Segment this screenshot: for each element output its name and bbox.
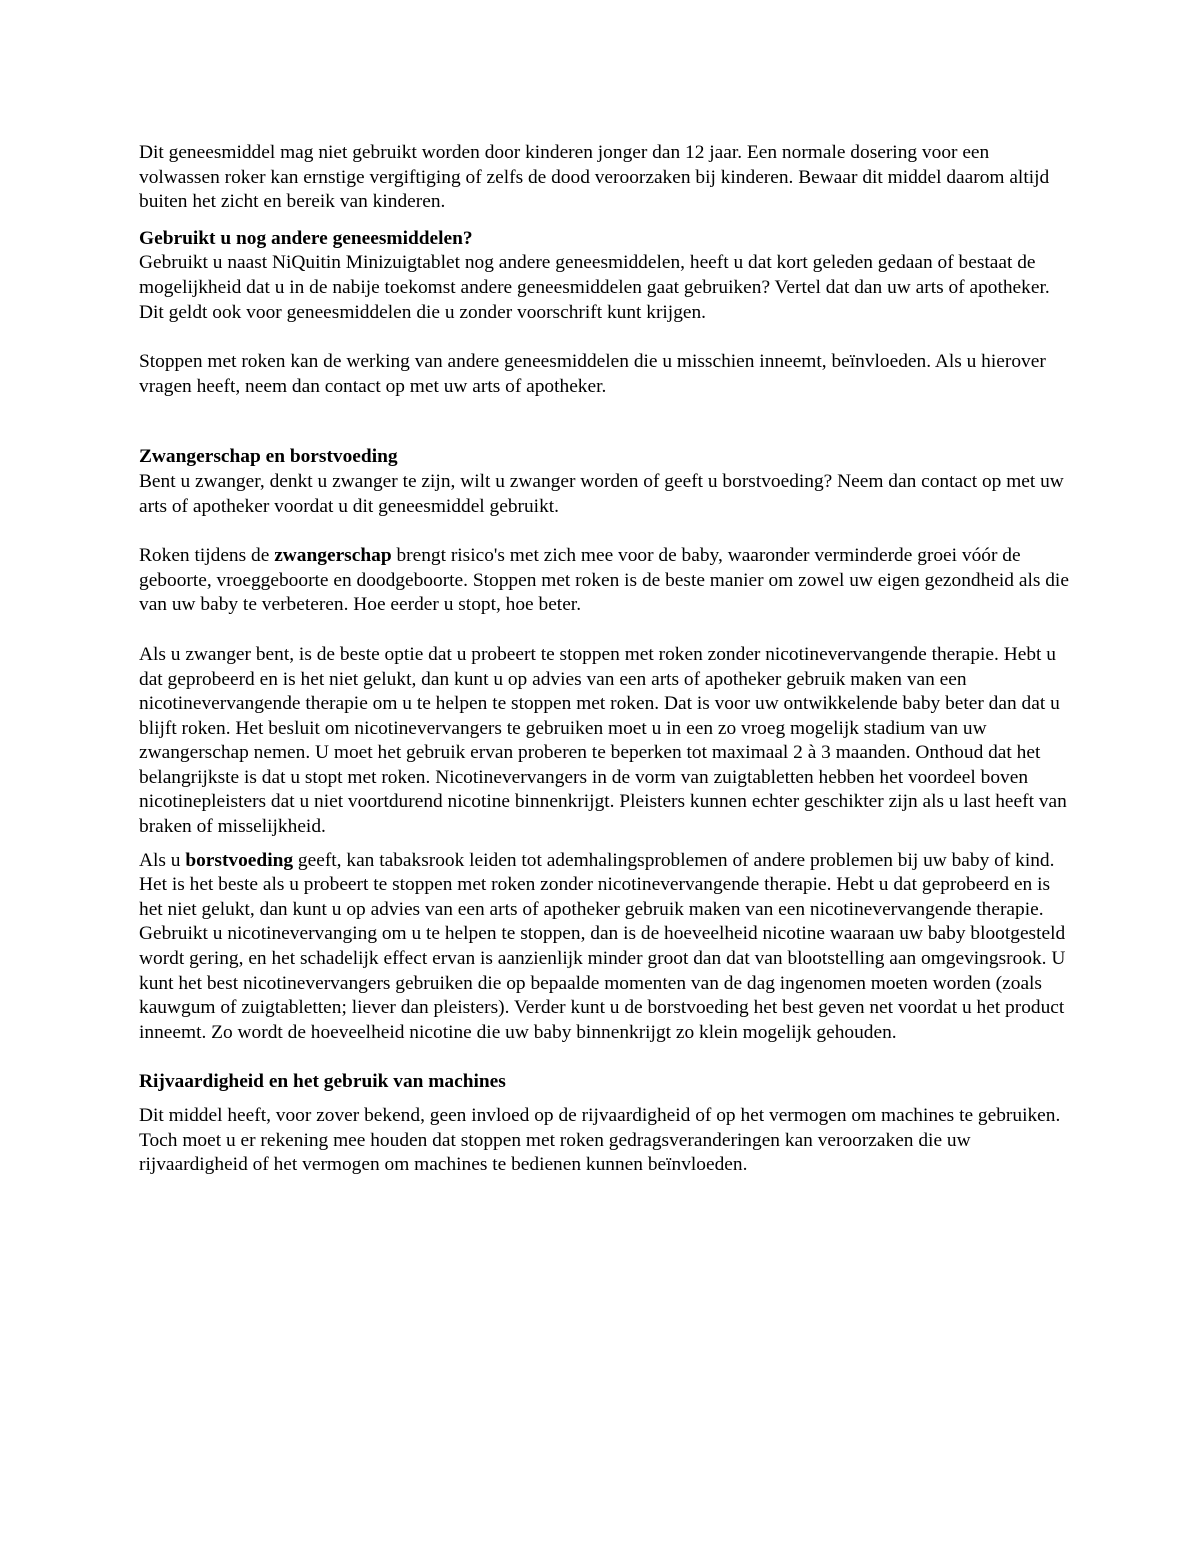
- driving-paragraph: Dit middel heeft, voor zover bekend, geen invloed op de rijvaardigheid of op het vermogen om machines te gebruiken. Toch moet u er rekening mee houden dat stoppen met roken gedragsveranderingen kan veroorzaken die uw rijvaardigheid of het vermogen om machines te bedienen kunnen beïnvloeden.: [139, 1105, 1061, 1176]
- children-warning-paragraph: Dit geneesmiddel mag niet gebruikt worden door kinderen jonger dan 12 jaar. Een normale dosering voor een volwassen roker kan ernstige vergiftiging of zelfs de dood veroorzaken bij kinderen. Bewaar dit middel daarom altijd buiten het zicht en bereik van kinderen.: [139, 142, 1050, 213]
- spacer: [139, 519, 1069, 544]
- pregnancy-nrt-paragraph: Als u zwanger bent, is de beste optie dat u probeert te stoppen met roken zonder nicotinevervangende therapie. Hebt u dat geprobeerd en is het niet gelukt, dan kunt u op advies van een arts of apotheker gebruik maken van een nicotinevervangende therapie om u te helpen te stoppen met roken. Dat is voor uw ontwikkelende baby beter dan dat u blijft roken. Het besluit om nicotinevervangers te gebruiken moet u in een zo vroeg mogelijk stadium van uw zwangerschap nemen. U moet het gebruik ervan proberen te beperken tot maximaal 2 à 3 maanden. Onthoud dat het belangrijkste is dat u stopt met roken. Nicotinevervangers in de vorm van zuigtabletten hebben het voordeel boven nicotinepleisters dat u niet voortdurend nicotine binnenkrijgt. Pleisters kunnen echter geschikter zijn als u last heeft van braken of misselijkheid.: [139, 643, 1067, 838]
- section-heading-other-medicines: Gebruikt u nog andere geneesmiddelen?: [139, 227, 473, 249]
- spacer: [139, 325, 1069, 350]
- spacer: [139, 618, 1069, 643]
- pregnancy-risk-paragraph: Roken tijdens de zwangerschap brengt risico's met zich mee voor de baby, waaronder verminderde groei vóór de geboorte, vroeggeboorte en doodgeboorte. Stoppen met roken is de beste manier om zowel uw eigen gezondheid als die van uw baby te verbeteren. Hoe eerder u stopt, hoe beter.: [139, 545, 1069, 616]
- breastfeeding-paragraph: Als u borstvoeding geeft, kan tabaksrook leiden tot ademhalingsproblemen of andere problemen bij uw baby of kind. Het is het beste als u probeert te stoppen met roken zonder nicotinevervangende therapie. Hebt u dat geprobeerd en is het niet gelukt, dan kunt u op advies van een arts of apotheker gebruik maken van een nicotinevervangende therapie. Gebruikt u nicotinevervanging om u te helpen te stoppen, dan is de hoeveelheid nicotine waaraan uw baby blootgesteld wordt gering, en het schadelijk effect ervan is aanzienlijk minder groot dan dat van blootstelling aan omgevingsrook. U kunt het best nicotinevervangers gebruiken die op bepaalde momenten van de dag ingenomen moeten worden (zoals kauwgum of zuigtabletten; liever dan pleisters). Verder kunt u de borstvoeding het best geven net voordat u het product inneemt. Zo wordt de hoeveelheid nicotine die uw baby binnenkrijgt zo klein mogelijk gehouden.: [139, 849, 1066, 1043]
- section-heading-pregnancy: Zwangerschap en borstvoeding: [139, 446, 398, 468]
- spacer: [139, 399, 1069, 445]
- spacer: [139, 840, 1069, 849]
- other-medicines-paragraph: Gebruikt u naast NiQuitin Minizuigtablet nog andere geneesmiddelen, heeft u dat kort geleden gedaan of bestaat de mogelijkheid dat u in de nabije toekomst andere geneesmiddelen gaat gebruiken? Vertel dat dan uw arts of apotheker. Dit geldt ook voor geneesmiddelen die u zonder voorschrift kunt krijgen.: [139, 252, 1050, 323]
- smoking-interaction-paragraph: Stoppen met roken kan de werking van andere geneesmiddelen die u misschien inneemt, beïnvloeden. Als u hierover vragen heeft, neem dan contact op met uw arts of apotheker.: [139, 351, 1046, 397]
- breastfeeding-keyword: borstvoeding: [185, 849, 294, 871]
- spacer: [139, 1045, 1069, 1070]
- pregnancy-keyword: zwangerschap: [274, 545, 392, 567]
- pregnancy-intro-paragraph: Bent u zwanger, denkt u zwanger te zijn, wilt u zwanger worden of geeft u borstvoeding? Neem dan contact op met uw arts of apotheker voordat u dit geneesmiddel gebruikt.: [139, 470, 1064, 517]
- spacer: [139, 215, 1069, 227]
- spacer: [139, 1095, 1069, 1104]
- section-heading-driving: Rijvaardigheid en het gebruik van machines: [139, 1071, 506, 1093]
- document-page: [139, 141, 1069, 1178]
